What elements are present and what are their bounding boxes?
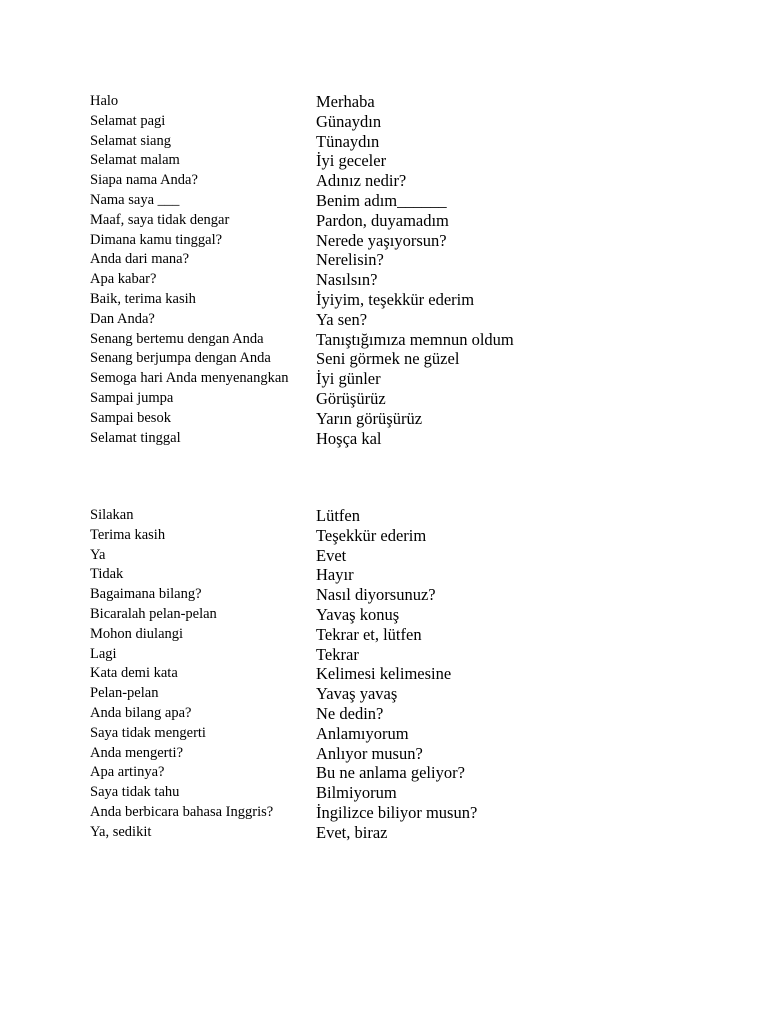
turkish-translation: Günaydın [316, 111, 382, 131]
phrase-row [90, 349, 650, 369]
phrase-row [90, 506, 650, 526]
indonesian-phrase: Semoga hari Anda menyenangkan [90, 370, 289, 387]
phrase-row [90, 112, 650, 132]
phrase-row [90, 783, 650, 803]
indonesian-phrase: Anda dari mana? [90, 251, 190, 268]
turkish-translation: Anlıyor musun? [316, 743, 423, 763]
indonesian-phrase: Saya tidak tahu [90, 784, 180, 801]
turkish-translation: Nasılsın? [316, 270, 378, 290]
turkish-translation: Yavaş konuş [316, 604, 400, 624]
phrase-row [90, 684, 650, 704]
phrase-list-conversation [90, 506, 650, 843]
phrase-row [90, 645, 650, 665]
phrase-row [90, 429, 650, 449]
turkish-translation: Nerede yaşıyorsun? [316, 230, 447, 250]
turkish-translation: İyiyim, teşekkür ederim [316, 289, 475, 309]
turkish-translation: Ya sen? [316, 309, 368, 329]
indonesian-phrase: Bagaimana bilang? [90, 586, 202, 603]
phrase-row [90, 526, 650, 546]
indonesian-phrase: Ya [90, 546, 106, 563]
indonesian-phrase: Terima kasih [90, 526, 166, 543]
phrase-list-greetings [90, 92, 650, 448]
turkish-translation: Kelimesi kelimesine [316, 664, 452, 684]
indonesian-phrase: Saya tidak mengerti [90, 724, 206, 741]
turkish-translation: Benim adım______ [316, 190, 447, 210]
turkish-translation: İyi geceler [316, 151, 387, 171]
indonesian-phrase: Maaf, saya tidak dengar [90, 211, 230, 228]
phrase-row [90, 664, 650, 684]
turkish-translation: Görüşürüz [316, 388, 386, 408]
turkish-translation: Yavaş yavaş [316, 684, 398, 704]
turkish-translation: İngilizce biliyor musun? [316, 802, 478, 822]
phrase-row [90, 546, 650, 566]
phrase-row [90, 211, 650, 231]
phrase-row [90, 585, 650, 605]
phrase-row [90, 823, 650, 843]
turkish-translation: Merhaba [316, 92, 375, 111]
phrase-row [90, 369, 650, 389]
phrase-row [90, 171, 650, 191]
phrase-row [90, 409, 650, 429]
indonesian-phrase: Anda bilang apa? [90, 704, 192, 721]
turkish-translation: Tekrar et, lütfen [316, 624, 422, 644]
indonesian-phrase: Sampai besok [90, 409, 171, 426]
turkish-translation: Adınız nedir? [316, 171, 407, 191]
indonesian-phrase: Lagi [90, 645, 117, 662]
phrase-row [90, 310, 650, 330]
indonesian-phrase: Selamat pagi [90, 112, 166, 129]
phrase-row [90, 744, 650, 764]
turkish-translation: Evet [316, 545, 347, 565]
turkish-translation: Hoşça kal [316, 428, 382, 448]
phrase-row [90, 132, 650, 152]
indonesian-phrase: Selamat siang [90, 132, 171, 149]
turkish-translation: Seni görmek ne güzel [316, 349, 460, 369]
indonesian-phrase: Dimana kamu tinggal? [90, 231, 223, 248]
indonesian-phrase: Baik, terima kasih [90, 290, 196, 307]
phrase-row [90, 763, 650, 783]
indonesian-phrase: Nama saya ___ [90, 191, 180, 208]
phrase-row [90, 250, 650, 270]
indonesian-phrase: Bicaralah pelan-pelan [90, 605, 217, 622]
phrase-row [90, 565, 650, 585]
turkish-translation: Tünaydın [316, 131, 380, 151]
indonesian-phrase: Selamat malam [90, 152, 180, 169]
turkish-translation: Lütfen [316, 506, 360, 525]
turkish-translation: Bu ne anlama geliyor? [316, 763, 465, 783]
phrase-row [90, 231, 650, 251]
turkish-translation: Teşekkür ederim [316, 525, 427, 545]
turkish-translation: Nasıl diyorsunuz? [316, 585, 436, 605]
indonesian-phrase: Pelan-pelan [90, 685, 159, 702]
indonesian-phrase: Senang berjumpa dengan Anda [90, 350, 271, 367]
indonesian-phrase: Apa artinya? [90, 764, 165, 781]
phrase-row [90, 290, 650, 310]
phrase-row [90, 191, 650, 211]
indonesian-phrase: Anda berbicara bahasa Inggris? [90, 803, 274, 820]
indonesian-phrase: Mohon diulangi [90, 625, 184, 642]
turkish-translation: Ne dedin? [316, 703, 384, 723]
indonesian-phrase: Sampai jumpa [90, 389, 174, 406]
phrase-row [90, 92, 650, 112]
indonesian-phrase: Kata demi kata [90, 665, 178, 682]
indonesian-phrase: Ya, sedikit [90, 823, 152, 840]
turkish-translation: Yarın görüşürüz [316, 408, 423, 428]
phrase-row [90, 270, 650, 290]
phrase-row [90, 803, 650, 823]
indonesian-phrase: Tidak [90, 566, 124, 583]
indonesian-phrase: Silakan [90, 507, 134, 523]
indonesian-phrase: Apa kabar? [90, 271, 157, 288]
turkish-translation: Bilmiyorum [316, 783, 397, 803]
turkish-translation: Nerelisin? [316, 250, 384, 270]
phrase-row [90, 625, 650, 645]
phrase-row [90, 330, 650, 350]
turkish-translation: Anlamıyorum [316, 723, 409, 743]
turkish-translation: Hayır [316, 565, 354, 585]
turkish-translation: Evet, biraz [316, 822, 388, 842]
phrase-row [90, 389, 650, 409]
turkish-translation: Pardon, duyamadım [316, 210, 449, 230]
phrase-row [90, 704, 650, 724]
indonesian-phrase: Siapa nama Anda? [90, 172, 198, 189]
phrase-row [90, 724, 650, 744]
indonesian-phrase: Anda mengerti? [90, 744, 184, 761]
indonesian-phrase: Halo [90, 93, 119, 109]
indonesian-phrase: Senang bertemu dengan Anda [90, 330, 264, 347]
indonesian-phrase: Selamat tinggal [90, 429, 181, 446]
turkish-translation: İyi günler [316, 369, 381, 389]
phrase-row [90, 151, 650, 171]
turkish-translation: Tanıştığımıza memnun oldum [316, 329, 514, 349]
indonesian-phrase: Dan Anda? [90, 310, 155, 327]
phrase-row [90, 605, 650, 625]
turkish-translation: Tekrar [316, 644, 359, 664]
